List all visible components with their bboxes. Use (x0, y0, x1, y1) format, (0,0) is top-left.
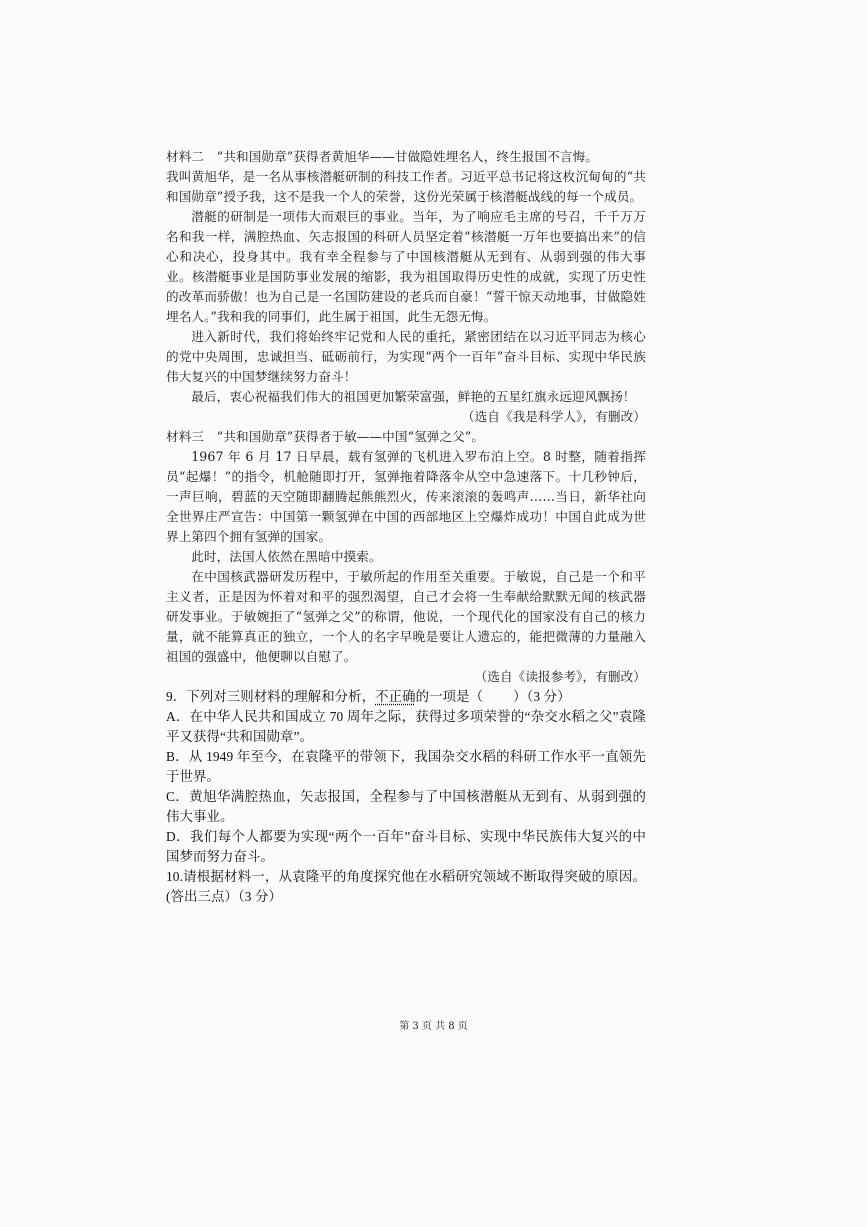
material3-heading: 材料三 “共和国勋章”获得者于敏——中国“氢弹之父”。 (166, 429, 485, 444)
page-content (166, 147, 646, 907)
question-9-option-b: B．从 1949 年至今，在袁隆平的带领下，我国杂交水稻的科研工作水平一直领先于世界。 (166, 749, 646, 784)
question-9-option-c: C．黄旭华满腔热血，矢志报国，全程参与了中国核潜艇从无到有、从弱到强的伟大事业。 (166, 789, 646, 824)
page-number-footer: 第 3 页 共 8 页 (399, 1021, 468, 1032)
question-9-stem-post: 的一项是（ (415, 689, 484, 704)
question-9-stem-end: ）（3 分） (513, 689, 571, 704)
material3-paragraph-2: 此时，法国人依然在黑暗中摸索。 (191, 549, 382, 564)
question-10-stem: 10.请根据材料一，从袁隆平的角度探究他在水稻研究领域不断取得突破的原因。(答出三点）（3 分） (166, 869, 646, 904)
question-9-stem-pre: 9．下列对三则材料的理解和分析， (166, 689, 376, 704)
question-9-option-d: D．我们每个人都要为实现“两个一百年”奋斗目标、实现中华民族伟大复兴的中国梦而努力奋斗。 (166, 829, 646, 864)
material3-paragraph-3: 在中国核武器研发历程中，于敏所起的作用至关重要。于敏说，自己是一个和平主义者，正是因为怀着对和平的强烈渴望，自己才会将一生奉献给默默无闻的核武器研发事业。于敏婉拒了“氢弹之父”的称谓，他说，一个现代化的国家没有自己的核力量，就不能算真正的独立，一个人的名字早晚是要让人遗忘的，能把微薄的力量融入祖国的强盛中，他便聊以自慰了。 (166, 569, 646, 664)
material2-heading: 材料二 “共和国勋章”获得者黄旭华——甘做隐姓埋名人，终生报国不言悔。 (166, 149, 598, 164)
question-9-option-a: A．在中华人民共和国成立 70 周年之际，获得过多项荣誉的“杂交水稻之父”袁隆平又获得“共和国勋章”。 (166, 709, 646, 744)
question-9-emphasis: 不正确 (375, 689, 416, 704)
material2-source: （选自《我是科学人》，有删改） (461, 409, 646, 424)
material3-paragraph-1: 1967 年 6 月 17 日早晨，载有氢弹的飞机进入罗布泊上空。8 时整，随着指挥员“起爆！”的指令，机舱随即打开，氢弹拖着降落伞从空中急速落下。十几秒钟后，一声巨响，碧蓝的天空随即翻腾起熊熊烈火，传来滚滚的轰鸣声……当日，新华社向全世界庄严宣告：中国第一颗氢弹在中国的西部地区上空爆炸成功！中国自此成为世界上第四个拥有氢弹的国家。 (166, 449, 646, 544)
material2-paragraph-2: 潜艇的研制是一项伟大而艰巨的事业。当年，为了响应毛主席的号召，千千万万名和我一样，满腔热血、矢志报国的科研人员坚定着“核潜艇一万年也要搞出来”的信心和决心，投身其中。我有幸全程参与了中国核潜艇从无到有、从弱到强的伟大事业。核潜艇事业是国防事业发展的缩影，我为祖国取得历史性的成就，实现了历史性的改革而骄傲！也为自己是一名国防建设的老兵而自豪！“誓干惊天动地事，甘做隐姓埋名人。”我和我的同事们，此生属于祖国，此生无怨无悔。 (166, 209, 646, 324)
material2-paragraph-4: 最后，衷心祝福我们伟大的祖国更加繁荣富强，鲜艳的五星红旗永远迎风飘扬！ (191, 389, 636, 404)
material2-paragraph-3: 进入新时代，我们将始终牢记党和人民的重托，紧密团结在以习近平同志为核心的党中央周围，忠诚担当、砥砺前行，为实现“两个一百年”奋斗目标、实现中华民族伟大复兴的中国梦继续努力奋斗！ (166, 329, 646, 384)
material2-paragraph-1: 我叫黄旭华，是一名从事核潜艇研制的科技工作者。习近平总书记将这枚沉甸甸的“共和国勋章”授予我，这不是我一个人的荣誉，这份光荣属于核潜艇战线的每一个成员。 (166, 169, 646, 204)
material3-source: （选自《读报参考》，有删改） (474, 669, 646, 684)
question-9-stem (166, 687, 646, 707)
